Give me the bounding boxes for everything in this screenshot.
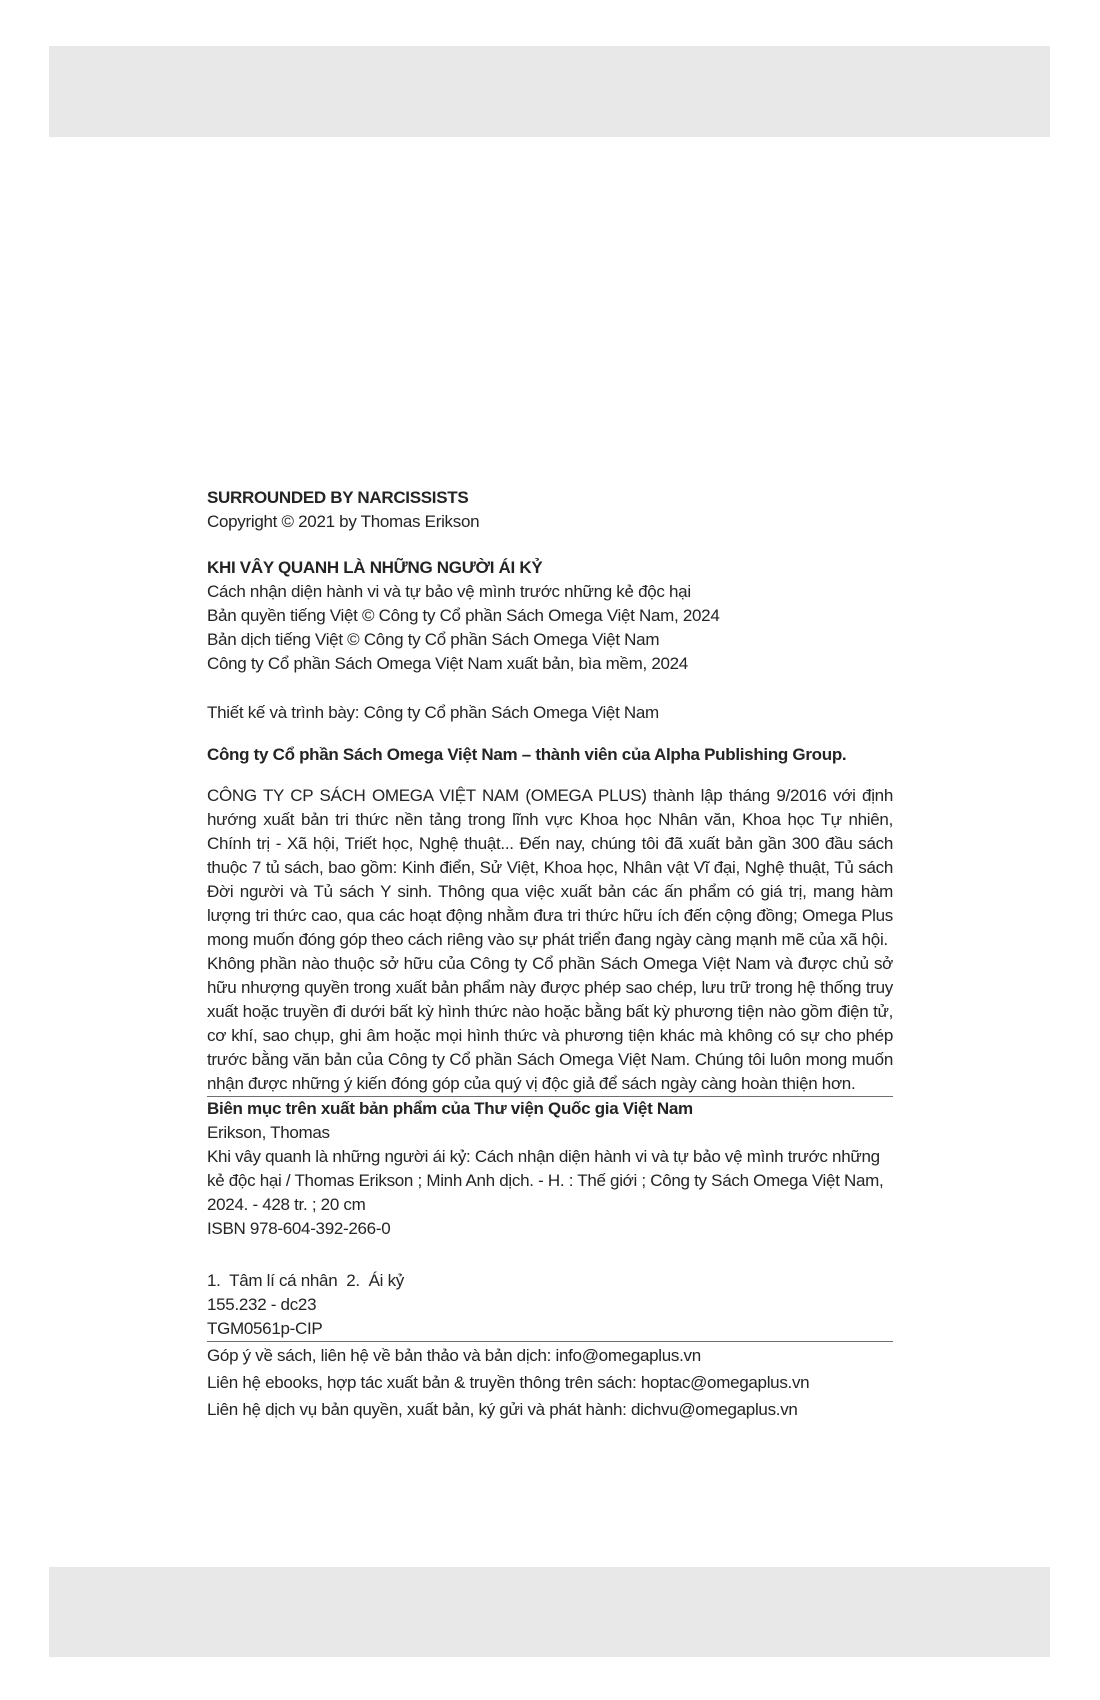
membership-line: Công ty Cổ phần Sách Omega Việt Nam – thành viên của Alpha Publishing Group. — [207, 745, 847, 764]
contact-services-line: Liên hệ dịch vụ bản quyền, xuất bản, ký gửi và phát hành: dichvu@omegaplus.vn — [207, 1400, 798, 1419]
vietnamese-rights-line: Bản quyền tiếng Việt © Công ty Cổ phần Sách Omega Việt Nam, 2024 — [207, 606, 720, 625]
original-title-block — [207, 486, 893, 534]
membership-block — [207, 743, 893, 767]
cip-heading: Biên mục trên xuất bản phẩm của Thư viện Quốc gia Việt Nam — [207, 1099, 693, 1118]
cip-description-line: Khi vây quanh là những người ái kỷ: Cách nhận diện hành vi và tự bảo vệ mình trước những — [207, 1147, 880, 1166]
bottom-image-placeholder — [49, 1567, 1050, 1657]
cip-subjects-line: 1. Tâm lí cá nhân 2. Ái kỷ — [207, 1271, 404, 1290]
rights-notice-paragraph: Không phần nào thuộc sở hữu của Công ty Cổ phần Sách Omega Việt Nam và được chủ sở hữu nhượng quyền trong xuất bản phẩm này được phép sao chép, lưu trữ trong hệ thống truy xuất hoặc truyền đi dưới bất kỳ hình thức nào hoặc bằng bất kỳ phương tiện nào gồm điện tử, cơ khí, sao chụp, ghi âm hoặc mọi hình thức và phương tiện khác mà không có sự cho phép trước bằng văn bản của Công ty Cổ phần Sách Omega Việt Nam. Chúng tôi luôn mong muốn nhận được những ý kiến đóng góp của quý vị độc giả để sách ngày càng hoàn thiện hơn. — [207, 954, 893, 1093]
contact-feedback-line: Góp ý về sách, liên hệ về bản thảo và bản dịch: info@omegaplus.vn — [207, 1346, 701, 1365]
cip-block — [207, 1097, 893, 1341]
cip-author: Erikson, Thomas — [207, 1123, 330, 1142]
vietnamese-title: KHI VÂY QUANH LÀ NHỮNG NGƯỜI ÁI KỶ — [207, 558, 543, 577]
cip-classification-block — [207, 1269, 893, 1341]
contact-ebooks-line: Liên hệ ebooks, hợp tác xuất bản & truyền thông trên sách: hoptac@omegaplus.vn — [207, 1373, 810, 1392]
design-credit-line: Thiết kế và trình bày: Công ty Cổ phần Sách Omega Việt Nam — [207, 703, 659, 722]
cip-description-line: kẻ độc hại / Thomas Erikson ; Minh Anh dịch. - H. : Thế giới ; Công ty Sách Omega Việt Nam, — [207, 1171, 884, 1190]
cip-ddc-line: 155.232 - dc23 — [207, 1295, 317, 1314]
copyright-text-column — [207, 486, 893, 1423]
publisher-about-paragraph: CÔNG TY CP SÁCH OMEGA VIỆT NAM (OMEGA PLUS) thành lập tháng 9/2016 với định hướng xuất bản tri thức nền tảng trong lĩnh vực Khoa học Nhân văn, Khoa học Tự nhiên, Chính trị - Xã hội, Triết học, Nghệ thuật... Đến nay, chúng tôi đã xuất bản gần 300 đầu sách thuộc 7 tủ sách, bao gồm: Kinh điển, Sử Việt, Khoa học, Nhân vật Vĩ đại, Nghệ thuật, Tủ sách Đời người và Tủ sách Y sinh. Thông qua việc xuất bản các ấn phẩm có giá trị, mang hàm lượng tri thức cao, qua các hoạt động nhằm đưa tri thức hữu ích đến cộng đồng; Omega Plus mong muốn đóng góp theo cách riêng vào sự phát triển đang ngày càng mạnh mẽ của xã hội. — [207, 786, 893, 949]
cip-code-line: TGM0561p-CIP — [207, 1319, 323, 1338]
cip-description-line: 2024. - 428 tr. ; 20 cm — [207, 1195, 366, 1214]
vietnamese-title-block — [207, 556, 893, 676]
top-image-placeholder — [49, 46, 1050, 137]
vietnamese-edition-line: Công ty Cổ phần Sách Omega Việt Nam xuất bản, bìa mềm, 2024 — [207, 654, 688, 673]
vietnamese-translation-line: Bản dịch tiếng Việt © Công ty Cổ phần Sách Omega Việt Nam — [207, 630, 660, 649]
original-title: SURROUNDED BY NARCISSISTS — [207, 488, 469, 507]
cip-isbn: ISBN 978-604-392-266-0 — [207, 1219, 391, 1238]
design-credit-block — [207, 701, 893, 725]
contact-block — [207, 1342, 893, 1423]
vietnamese-subtitle: Cách nhận diện hành vi và tự bảo vệ mình trước những kẻ độc hại — [207, 582, 691, 601]
original-copyright-line: Copyright © 2021 by Thomas Erikson — [207, 512, 480, 531]
